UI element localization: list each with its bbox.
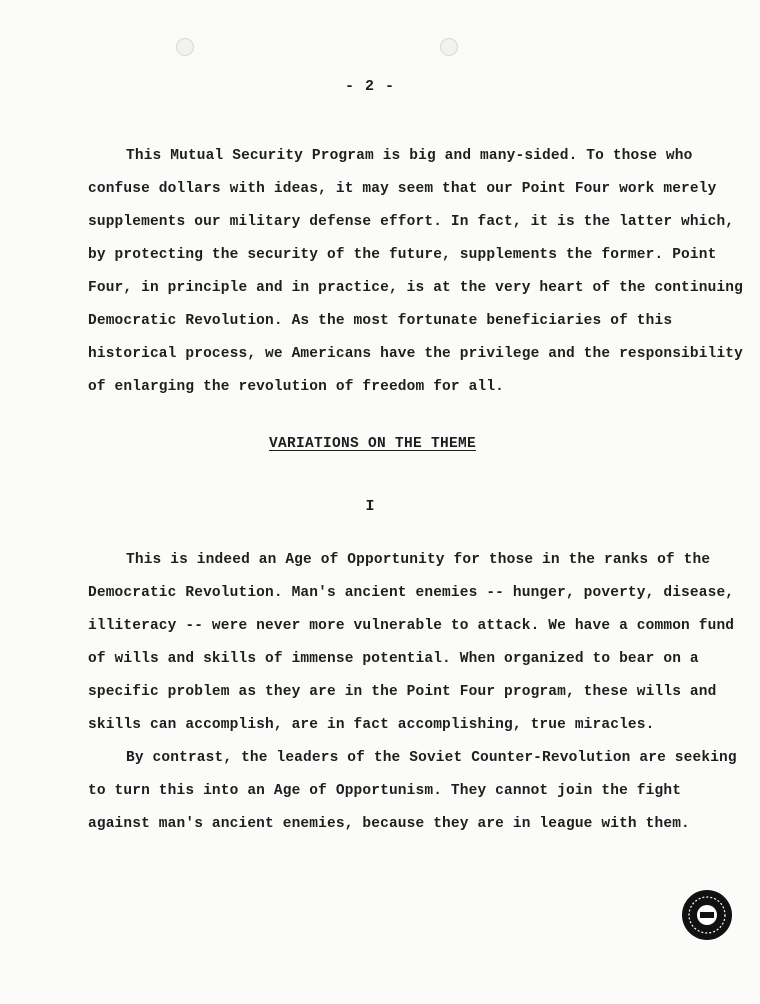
section-heading-text: VARIATIONS ON THE THEME — [268, 436, 477, 452]
intro-paragraph — [88, 140, 744, 404]
text-line: illiteracy -- were never more vulnerable to attack. We have a common fund — [88, 618, 735, 634]
text-line: By contrast, the leaders of the Soviet Counter-Revolution are seeking — [126, 750, 737, 766]
text-line: of enlarging the revolution of freedom for all. — [88, 379, 505, 395]
text-line: supplements our military defense effort. In fact, it is the latter which, — [88, 214, 735, 230]
paragraph-three — [88, 742, 737, 841]
punch-hole-right-icon — [440, 38, 458, 56]
text-line: Four, in principle and in practice, is at the very heart of the continuing — [88, 280, 744, 296]
paragraph-two — [88, 544, 735, 742]
text-line: This Mutual Security Program is big and many-sided. To those who — [126, 148, 693, 164]
punch-hole-left-icon — [176, 38, 194, 56]
text-line: This is indeed an Age of Opportunity for those in the ranks of the — [126, 552, 711, 568]
text-line: against man's ancient enemies, because they are in league with them. — [88, 816, 690, 832]
text-line: historical process, we Americans have the privilege and the responsibility — [88, 346, 744, 362]
text-line: to turn this into an Age of Opportunism. They cannot join the fight — [88, 783, 682, 799]
text-line: Democratic Revolution. As the most fortunate beneficiaries of this — [88, 313, 673, 329]
archive-seal-icon — [681, 889, 733, 941]
text-line: of wills and skills of immense potential. When organized to bear on a — [88, 651, 699, 667]
text-line: confuse dollars with ideas, it may seem that our Point Four work merely — [88, 181, 717, 197]
text-line: skills can accomplish, are in fact accomplishing, true miracles. — [88, 717, 655, 733]
section-number: I — [365, 498, 375, 515]
text-line: specific problem as they are in the Point Four program, these wills and — [88, 684, 717, 700]
text-line: by protecting the security of the future, supplements the former. Point — [88, 247, 717, 263]
page-number: - 2 - — [344, 78, 395, 95]
section-heading — [0, 436, 745, 452]
text-line: Democratic Revolution. Man's ancient enemies -- hunger, poverty, disease, — [88, 585, 735, 601]
